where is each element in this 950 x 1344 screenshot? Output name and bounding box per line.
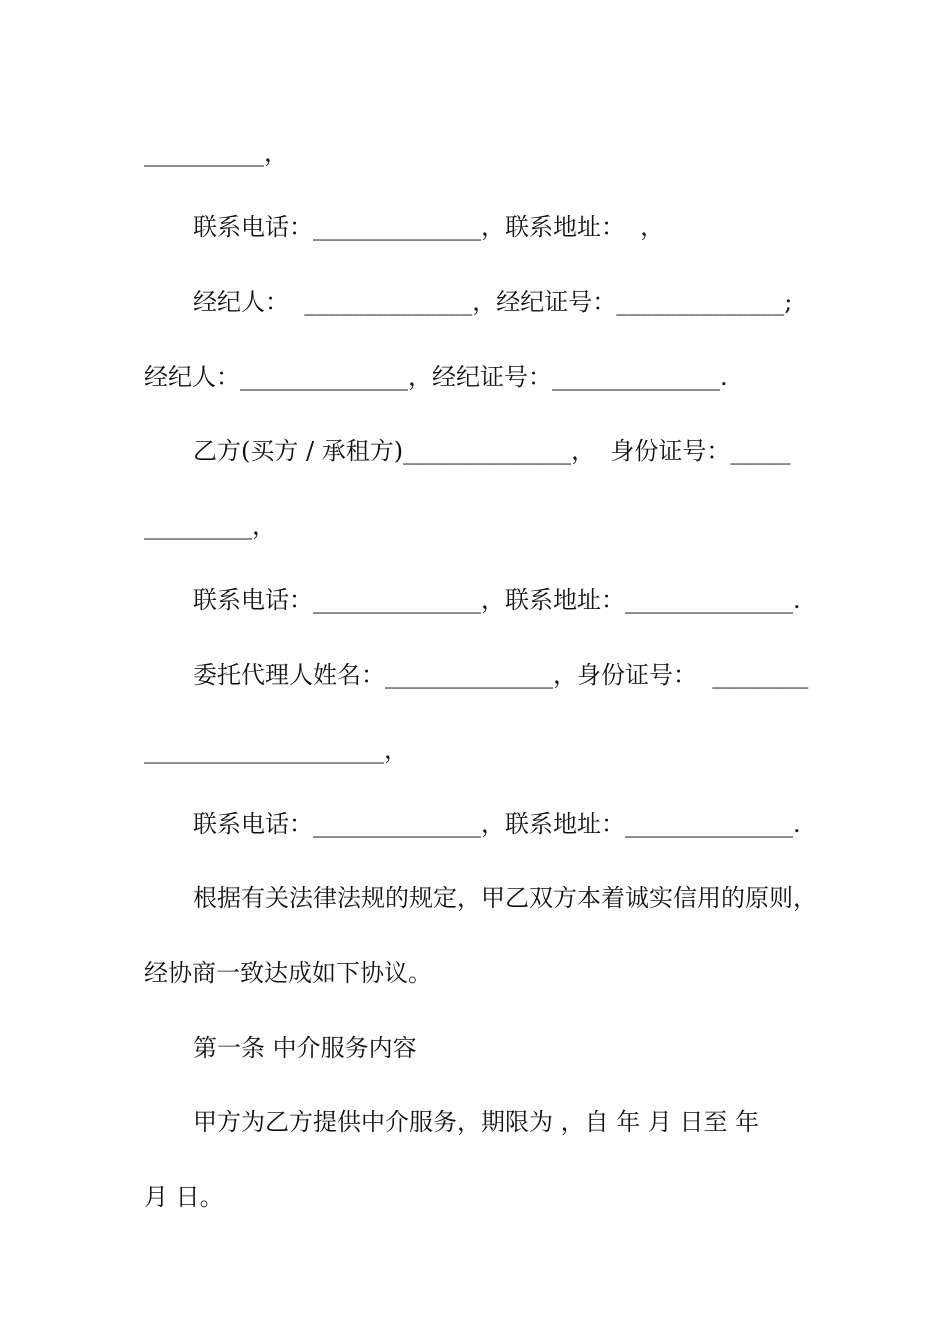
blank-continuation-line: __________，: [144, 139, 288, 167]
article-1-heading: 第一条 中介服务内容: [193, 1034, 417, 1062]
party-b-id-continuation: _________，: [144, 512, 276, 540]
proxy-id-continuation: ____________________，: [144, 736, 408, 764]
agent-contact-line: 联系电话：______________，联系地址： ，: [193, 213, 665, 241]
broker-line-2: 经纪人：______________，经纪证号：______________.: [144, 363, 728, 391]
broker-line-1: 经纪人： ______________，经纪证号：______________;: [193, 288, 793, 316]
party-b-contact-line: 联系电话：______________，联系地址：______________.: [193, 586, 801, 614]
party-b-line: 乙方(买方 / 承租方)______________， 身份证号：_____: [193, 437, 791, 465]
proxy-line: 委托代理人姓名：______________，身份证号： ________: [193, 661, 809, 689]
article-1-body-line-2: 月 日。: [144, 1183, 224, 1211]
preamble-paragraph-line-2: 经协商一致达成如下协议。: [144, 959, 432, 987]
article-1-body-line-1: 甲方为乙方提供中介服务，期限为 ，自 年 月 日至 年: [193, 1108, 760, 1136]
preamble-paragraph-line-1: 根据有关法律法规的规定，甲乙双方本着诚实信用的原则，: [193, 884, 817, 912]
proxy-contact-line: 联系电话：______________，联系地址：______________.: [193, 810, 801, 838]
